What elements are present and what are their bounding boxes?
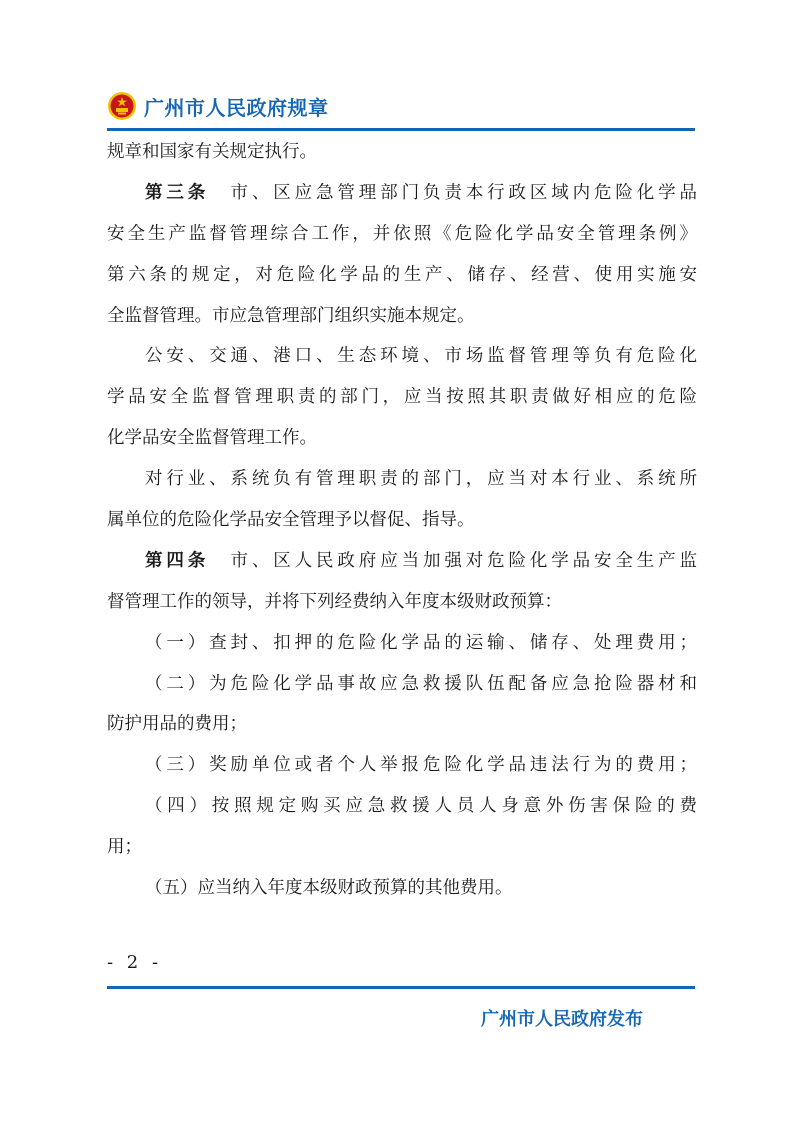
document-body <box>107 132 697 909</box>
paragraph-line: 用； <box>107 837 142 858</box>
page-number: - 2 - <box>107 952 163 973</box>
footer-publisher: 广州市人民政府发布 <box>481 1009 643 1030</box>
footer-divider <box>107 986 695 989</box>
paragraph-line: 全监督管理。市应急管理部门组织实施本规定。 <box>107 305 475 326</box>
paragraph-line: 防护用品的费用； <box>107 714 247 735</box>
list-item: （四）按照规定购买应急救援人员人身意外伤害保险的费 <box>145 796 697 817</box>
article-4-label: 第四条 <box>145 550 210 571</box>
paragraph-line: 督管理工作的领导，并将下列经费纳入年度本级财政预算： <box>107 591 562 612</box>
list-item: （二）为危险化学品事故应急救援队伍配备应急抢险器材和 <box>145 673 697 694</box>
list-item: （五）应当纳入年度本级财政预算的其他费用。 <box>145 878 513 899</box>
page-header <box>107 84 695 128</box>
header-divider <box>107 128 695 131</box>
list-item: （三）奖励单位或者个人举报危险化学品违法行为的费用； <box>145 755 697 776</box>
list-item: （一）查封、扣押的危险化学品的运输、储存、处理费用； <box>145 632 697 653</box>
paragraph-line: 规章和国家有关规定执行。 <box>107 142 317 162</box>
header-title: 广州市人民政府规章 <box>144 95 329 120</box>
paragraph-line: 市、区人民政府应当加强对危险化学品安全生产监 <box>230 550 698 571</box>
article-4-first-line <box>107 541 697 582</box>
paragraph-line: 学品安全监督管理职责的部门，应当按照其职责做好相应的危险 <box>107 387 697 408</box>
paragraph-line: 化学品安全监督管理工作。 <box>107 428 317 449</box>
paragraph-line: 对行业、系统负有管理职责的部门，应当对本行业、系统所 <box>145 469 697 490</box>
paragraph-line: 属单位的危险化学品安全管理予以督促、指导。 <box>107 510 475 531</box>
article-3-label: 第三条 <box>145 182 210 203</box>
paragraph-line: 公安、交通、港口、生态环境、市场监督管理等负有危险化 <box>145 346 697 367</box>
paragraph-line: 市、区应急管理部门负责本行政区域内危险化学品 <box>230 182 698 203</box>
national-emblem-icon <box>107 91 137 121</box>
paragraph-line: 安全生产监督管理综合工作，并依照《危险化学品安全管理条例》 <box>107 223 697 244</box>
article-3-first-line <box>107 173 697 214</box>
paragraph-line: 第六条的规定，对危险化学品的生产、储存、经营、使用实施安 <box>107 264 697 285</box>
